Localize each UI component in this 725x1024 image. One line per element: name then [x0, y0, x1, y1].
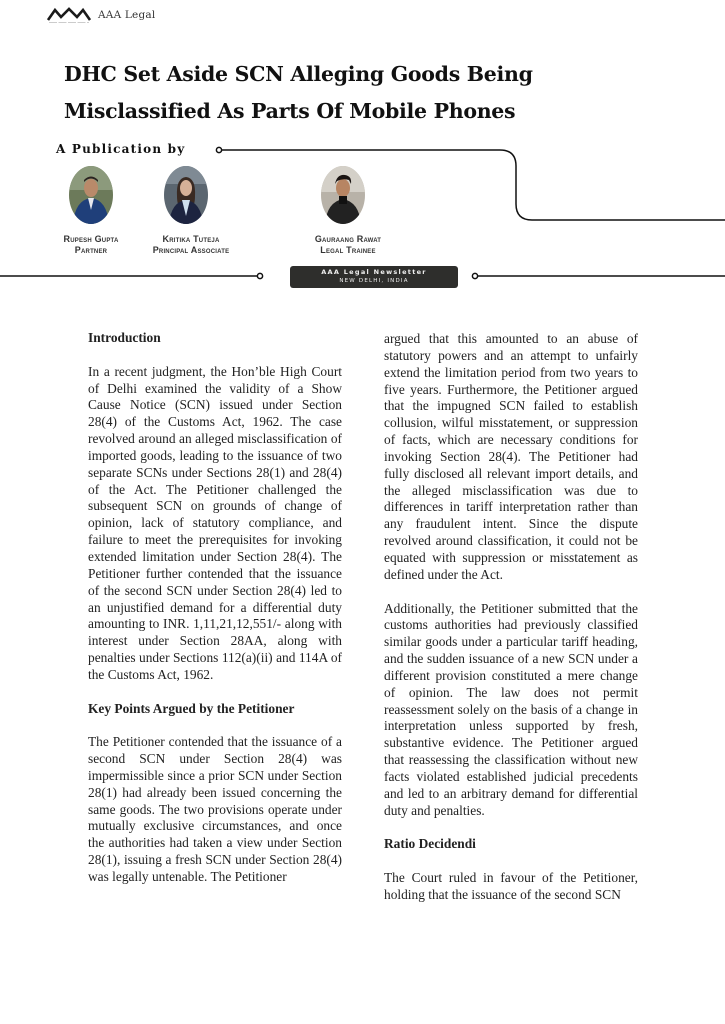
author-photo-gauraang-rawat	[321, 166, 365, 224]
author-name: Gauraang Rawat	[314, 234, 382, 244]
section-heading-key-points: Key Points Argued by the Petitioner	[88, 700, 295, 716]
newsletter-location: NEW DELHI, INDIA	[339, 278, 409, 284]
key-points-paragraph: The Petitioner contended that the issuance of a second SCN under Section 28(4) was impermissible since a prior SCN under Section 28(1) had already been issued concerning the same goods. The two provisions operate under mutually exclusive circumstances, and once the authorities had taken a view under Section 28(1), issuing a fresh SCN under Section 28(4) was legally untenable. The Petitioner	[88, 734, 342, 884]
line-node-icon	[257, 273, 262, 278]
section-heading-introduction: Introduction	[88, 330, 161, 345]
section-heading-ratio-decidendi: Ratio Decidendi	[384, 836, 476, 852]
author-name: Rupesh Gupta	[63, 234, 119, 244]
author-role: Principal Associate	[152, 245, 230, 255]
author-role: Partner	[74, 245, 108, 255]
article-column-left	[88, 330, 342, 886]
line-node-icon	[472, 273, 477, 278]
ratio-decidendi-paragraph: The Court ruled in favour of the Petitioner, holding that the issuance of the second SCN	[384, 870, 638, 902]
key-points-paragraph-continued: argued that this amounted to an abuse of statutory powers and an attempt to unfairly extend the limitation period from two years to five years. Furthermore, the Petitioner argued that the impugned SCN failed to establish collusion, wilful misstatement, or suppression of facts, which are necessary conditions for invoking Section 28(4). The Petitioner had fully disclosed all relevant import details, and the alleged misclassification was due to differences in tariff interpretation rather than any fraudulent intent. Since the dispute revolved around classification, it could not be equated with suppression or misstatement as defined under the Act.	[384, 331, 638, 582]
author-role: Legal Trainee	[320, 245, 376, 255]
article-title-line-1: DHC Set Aside SCN Alleging Goods Being	[64, 62, 533, 86]
author-card-gauraang-rawat	[298, 234, 398, 256]
article-column-right	[384, 331, 638, 904]
triple-mountain-logo-icon	[46, 6, 92, 24]
author-card-rupesh-gupta	[52, 234, 130, 256]
line-node-icon	[216, 147, 221, 152]
additional-submission-paragraph: Additionally, the Petitioner submitted that the customs authorities had previously classified similar goods under a particular tariff heading, and the sudden issuance of a new SCN under a different provision constituted a mere change of opinion. The law does not permit reassessment solely on the basis of a change in interpretation unless supported by fresh, substantive evidence. The Petitioner argued that reassessing the classification without new facts violated established judicial precedents and led to an arbitrary demand for differential duty and penalties.	[384, 600, 638, 818]
author-card-kritika-tuteja	[136, 234, 246, 256]
article-title	[64, 56, 664, 130]
author-photo-rupesh-gupta	[69, 166, 113, 224]
author-photo-kritika-tuteja	[164, 166, 208, 224]
introduction-paragraph: In a recent judgment, the Hon’ble High Court of Delhi examined the validity of a Show Cause Notice (SCN) issued under Section 28(4) of the Customs Act, 1962. The case revolved around an alleged misclassification of imported goods, leading to the issuance of two separate SCNs under Sections 28(1) and 28(4) of the Act. The Petitioner challenged the subsequent SCN on grounds of change of opinion, lack of statutory compliance, and failure to meet the prerequisites for invoking extended limitation under Section 28(4). The Petitioner further contended that the issuance of the second SCN under Section 28(4) led to an unjustified demand for a differential duty amounting to INR. 1,11,21,12,551/- along with interest under Section 28AA, along with penalties under Sections 112(a)(ii) and 114A of the Customs Act, 1962.	[88, 363, 342, 682]
newsletter-badge	[290, 266, 458, 288]
brand-name: AAA Legal	[98, 9, 156, 21]
author-name: Kritika Tuteja	[162, 234, 220, 244]
brand-logo	[46, 6, 155, 24]
publication-label: A Publication by	[56, 142, 186, 156]
article-title-line-2: Misclassified As Parts Of Mobile Phones	[64, 99, 516, 123]
newsletter-name: AAA Legal Newsletter	[321, 268, 427, 276]
